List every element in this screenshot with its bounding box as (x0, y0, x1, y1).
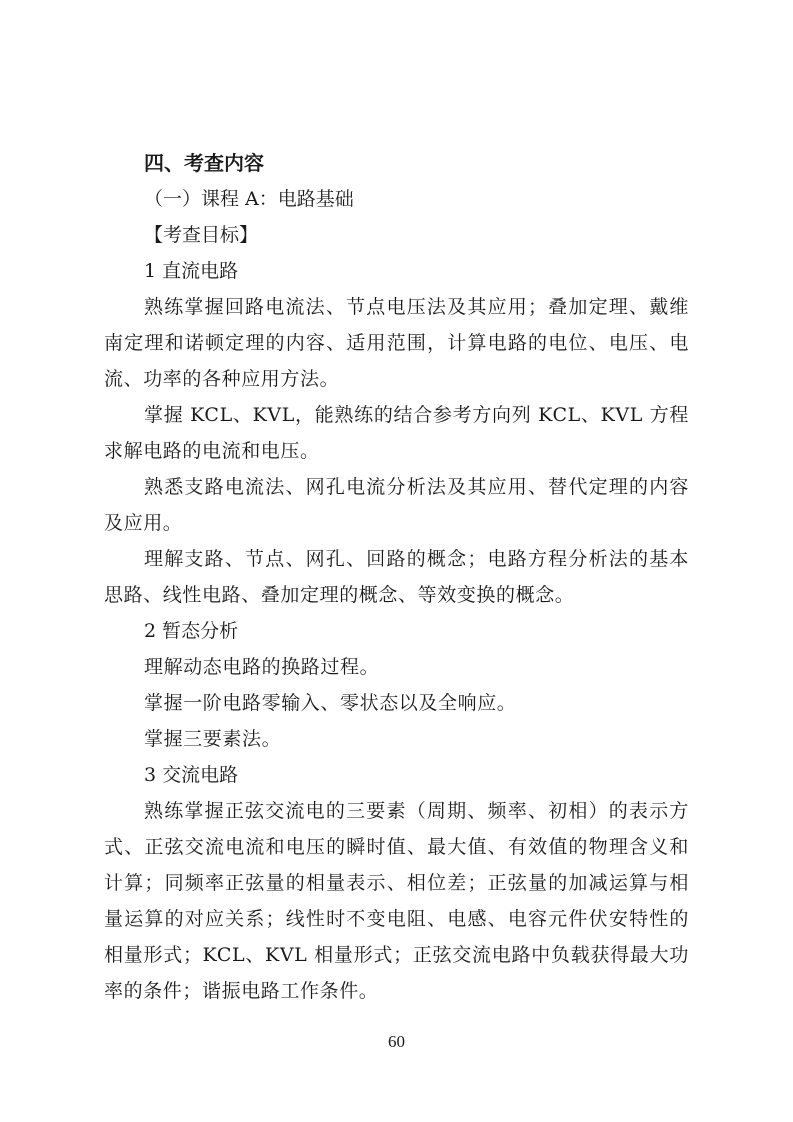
topic-transient-analysis (104, 613, 689, 757)
topic-heading: 2 暂态分析 (144, 620, 239, 642)
topic-dc-circuit (104, 253, 689, 613)
page-number: 60 (388, 1032, 405, 1051)
topic-heading: 1 直流电路 (144, 260, 239, 282)
paragraph: 熟悉支路电流法、网孔电流分析法及其应用、替代定理的内容及应用。 (104, 476, 689, 534)
paragraph: 掌握 KCL、KVL，能熟练的结合参考方向列 KCL、KVL 方程求解电路的电流和电压。 (104, 404, 689, 462)
topic-ac-circuit (104, 757, 689, 1009)
paragraph: 熟练掌握正弦交流电的三要素（周期、频率、初相）的表示方式、正弦交流电流和电压的瞬时值、最大值、有效值的物理含义和计算；同频率正弦量的相量表示、相位差；正弦量的加减运算与相量运算的对应关系；线性时不变电阻、电感、电容元件伏安特性的相量形式；KCL、KVL 相量形式；正弦交流电路中负载获得最大功率的条件；谐振电路工作条件。 (104, 800, 689, 1002)
paragraph: 掌握三要素法。 (144, 728, 282, 750)
paragraph: 理解支路、节点、网孔、回路的概念；电路方程分析法的基本思路、线性电路、叠加定理的概念、等效变换的概念。 (104, 548, 689, 606)
topic-heading: 3 交流电路 (144, 764, 239, 786)
subsection-title: （一）课程 A：电路基础 (144, 188, 354, 210)
section-title: 四、考查内容 (144, 151, 264, 175)
page-content (104, 145, 689, 1009)
paragraph: 掌握一阶电路零输入、零状态以及全响应。 (144, 692, 517, 714)
goal-label: 【考查目标】 (144, 224, 259, 246)
paragraph: 熟练掌握回路电流法、节点电压法及其应用；叠加定理、戴维南定理和诺顿定理的内容、适用范围，计算电路的电位、电压、电流、功率的各种应用方法。 (104, 296, 689, 390)
paragraph: 理解动态电路的换路过程。 (144, 656, 380, 678)
